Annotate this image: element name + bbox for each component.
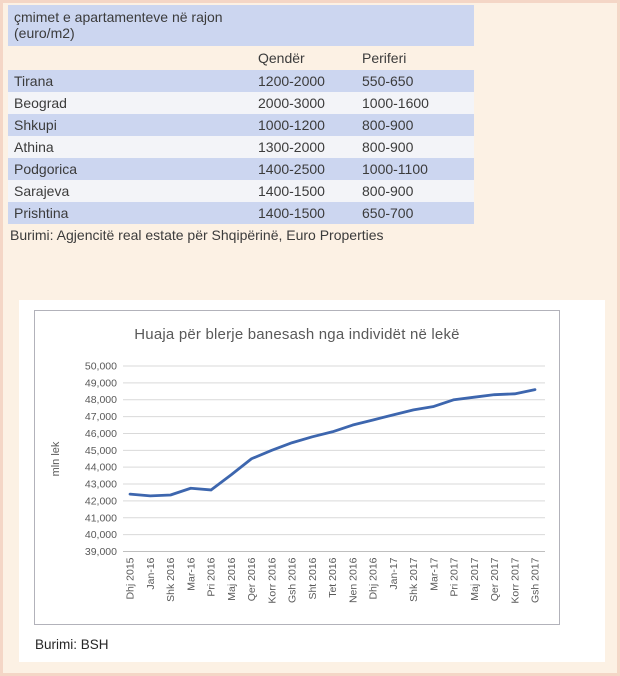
svg-text:40,000: 40,000 <box>84 529 117 542</box>
city-cell: Beograd <box>14 95 67 111</box>
chart-title: Huaja për blerje banesash nga individët në lekë <box>134 326 460 343</box>
svg-text:Sht 2016: Sht 2016 <box>306 557 319 600</box>
svg-text:49,000: 49,000 <box>84 377 117 390</box>
svg-text:Korr 2016: Korr 2016 <box>266 557 279 604</box>
svg-text:45,000: 45,000 <box>84 444 117 457</box>
loan-chart-svg <box>35 311 557 622</box>
city-cell: Shkupi <box>14 117 57 133</box>
periphery-price-cell: 1000-1600 <box>362 95 429 111</box>
svg-text:Mar-16: Mar-16 <box>185 557 198 591</box>
table-source-caption: Burimi: Agjencitë real estate për Shqipërinë, Euro Properties <box>10 227 384 243</box>
svg-text:Maj 2016: Maj 2016 <box>225 557 238 601</box>
svg-text:Tet 2016: Tet 2016 <box>327 557 339 598</box>
table-row <box>8 180 474 202</box>
table-row <box>8 158 474 180</box>
table-row <box>8 70 474 92</box>
svg-text:Gsh 2017: Gsh 2017 <box>529 557 542 604</box>
svg-text:43,000: 43,000 <box>84 478 117 491</box>
svg-text:Gsh 2016: Gsh 2016 <box>286 557 299 604</box>
table-row <box>8 136 474 158</box>
svg-text:47,000: 47,000 <box>84 411 117 424</box>
price-table <box>8 5 474 224</box>
loan-chart <box>34 310 560 625</box>
center-price-cell: 1200-2000 <box>258 73 325 89</box>
column-header-qender: Qendër <box>258 50 305 66</box>
svg-text:Pri 2016: Pri 2016 <box>205 557 218 597</box>
svg-text:46,000: 46,000 <box>84 427 117 440</box>
svg-text:Qer 2017: Qer 2017 <box>489 557 501 602</box>
svg-text:42,000: 42,000 <box>84 495 117 508</box>
svg-text:Nen 2016: Nen 2016 <box>347 557 360 604</box>
svg-text:Pri 2017: Pri 2017 <box>448 557 461 597</box>
table-row <box>8 114 474 136</box>
svg-text:Dhj 2016: Dhj 2016 <box>367 557 380 600</box>
periphery-price-cell: 550-650 <box>362 73 414 89</box>
periphery-price-cell: 650-700 <box>362 205 414 221</box>
svg-text:Qer 2016: Qer 2016 <box>246 557 258 602</box>
svg-text:Jan-16: Jan-16 <box>144 557 157 590</box>
city-cell: Tirana <box>14 73 54 89</box>
svg-text:Shk 2017: Shk 2017 <box>408 557 420 602</box>
city-cell: Sarajeva <box>14 183 70 199</box>
svg-text:50,000: 50,000 <box>84 360 117 373</box>
center-price-cell: 1300-2000 <box>258 139 325 155</box>
center-price-cell: 1400-1500 <box>258 205 325 221</box>
chart-source-caption: Burimi: BSH <box>35 637 109 652</box>
price-table-title-line1: çmimet e apartamenteve në rajon <box>14 9 223 25</box>
svg-text:Maj 2017: Maj 2017 <box>468 557 481 601</box>
periphery-price-cell: 1000-1100 <box>362 161 428 177</box>
periphery-price-cell: 800-900 <box>362 183 414 199</box>
city-cell: Prishtina <box>14 205 69 221</box>
column-header-periferi: Periferi <box>362 50 407 66</box>
svg-text:39,000: 39,000 <box>84 546 117 558</box>
svg-text:Dhj 2015: Dhj 2015 <box>124 557 137 600</box>
periphery-price-cell: 800-900 <box>362 139 414 155</box>
center-price-cell: 1000-1200 <box>258 117 325 133</box>
chart-panel <box>19 300 605 662</box>
center-price-cell: 1400-2500 <box>258 161 325 177</box>
svg-text:Shk 2016: Shk 2016 <box>165 557 177 602</box>
center-price-cell: 1400-1500 <box>258 183 325 199</box>
center-price-cell: 2000-3000 <box>258 95 325 111</box>
svg-text:44,000: 44,000 <box>84 461 117 474</box>
svg-text:Jan-17: Jan-17 <box>387 557 400 590</box>
city-cell: Podgorica <box>14 161 78 177</box>
table-row <box>8 202 474 224</box>
price-table-title-line2: (euro/m2) <box>14 25 75 41</box>
periphery-price-cell: 800-900 <box>362 117 414 133</box>
svg-text:Korr 2017: Korr 2017 <box>509 557 522 604</box>
table-row <box>8 92 474 114</box>
svg-text:mln lek: mln lek <box>50 441 62 477</box>
svg-text:41,000: 41,000 <box>84 512 117 525</box>
price-table-title <box>8 5 474 46</box>
svg-text:Mar-17: Mar-17 <box>428 557 441 591</box>
price-table-header-row <box>8 46 474 70</box>
svg-text:48,000: 48,000 <box>84 394 117 407</box>
city-cell: Athina <box>14 139 54 155</box>
